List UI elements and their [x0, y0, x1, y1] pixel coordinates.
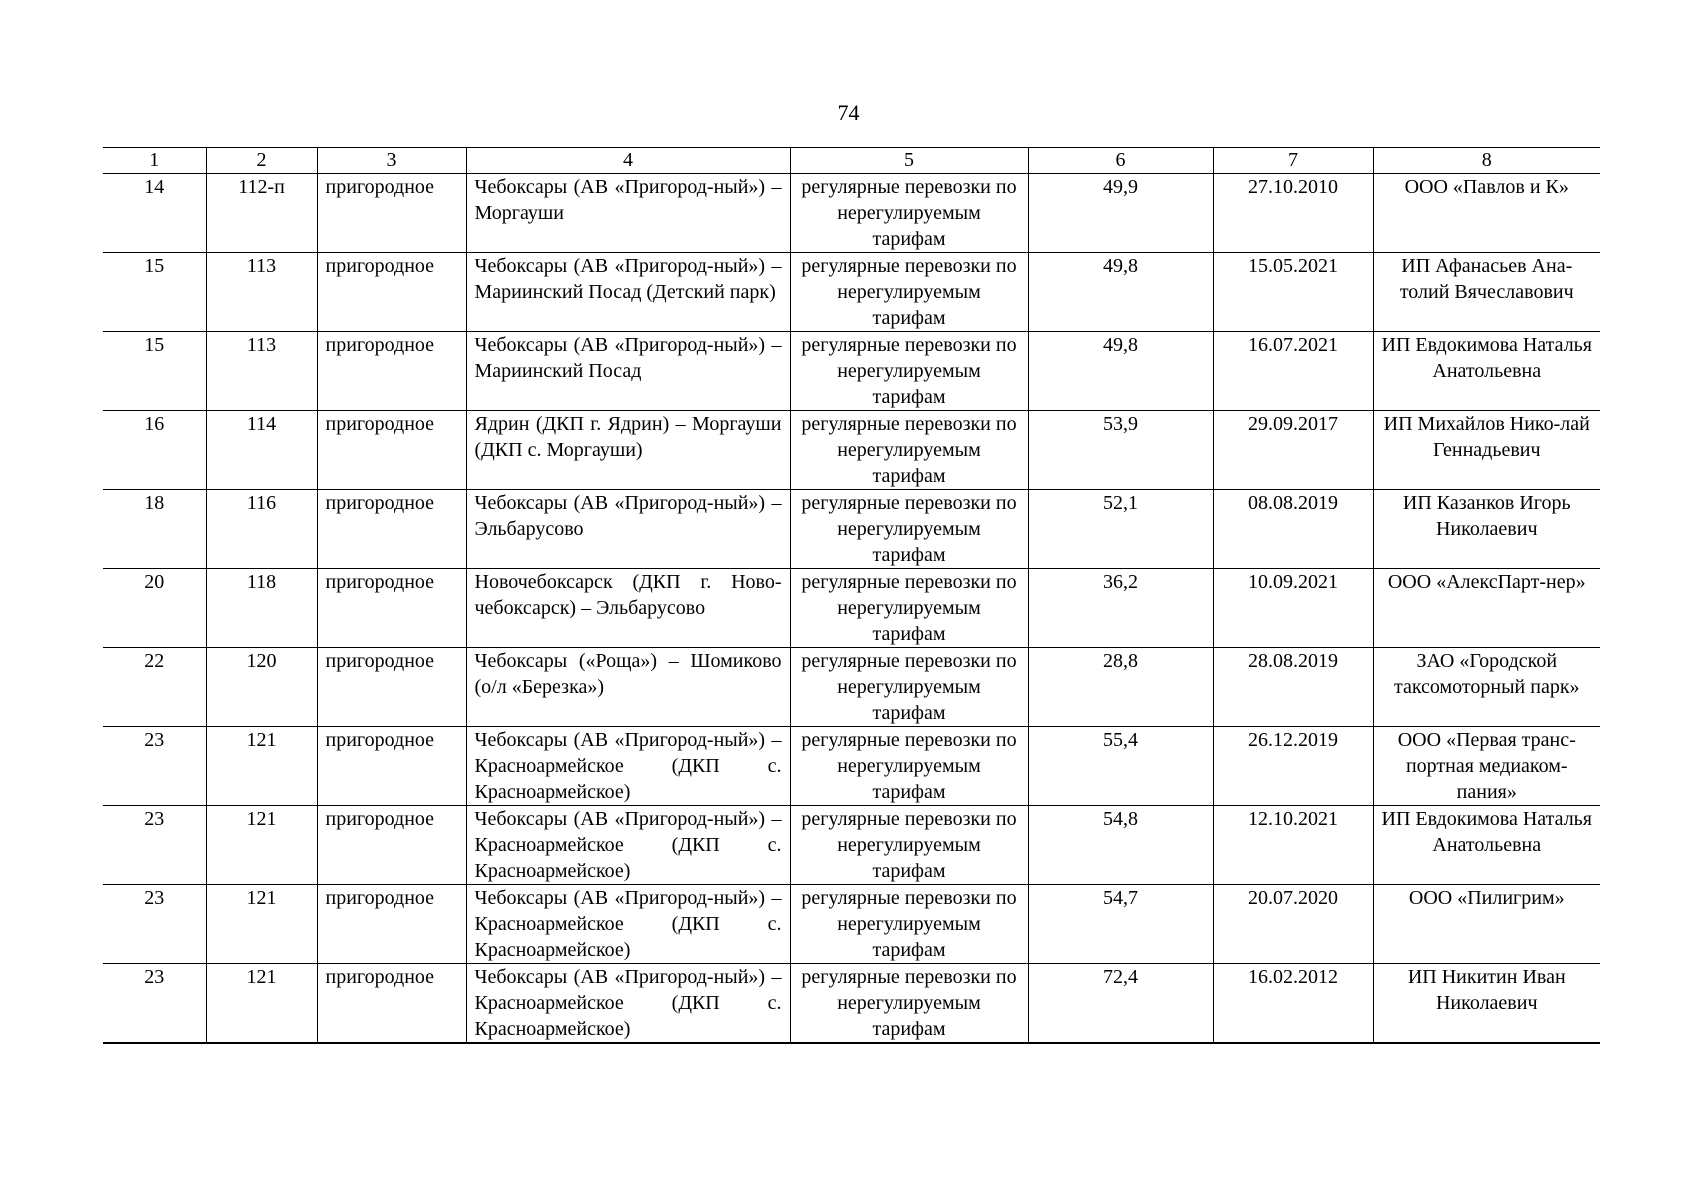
- cell-route-index: 14: [103, 174, 206, 253]
- cell-route-path: Чебоксары (АВ «Пригород-ный») – Красноармейское (ДКП с. Красноармейское): [466, 806, 790, 885]
- cell-carrier: ИП Казанков Игорь Николаевич: [1373, 490, 1600, 569]
- column-header: 3: [317, 148, 466, 174]
- column-header: 8: [1373, 148, 1600, 174]
- table-row: [103, 253, 1600, 332]
- page-number: 74: [837, 100, 860, 125]
- cell-route-index: 22: [103, 648, 206, 727]
- table-row: [103, 648, 1600, 727]
- cell-route-index: 23: [103, 964, 206, 1044]
- cell-transport-type: регулярные перевозки по нерегулируемым тарифам: [790, 964, 1028, 1044]
- cell-route-path: Чебоксары (АВ «Пригород-ный») – Мариинский Посад (Детский парк): [466, 253, 790, 332]
- cell-carrier: ООО «Пилигрим»: [1373, 885, 1600, 964]
- cell-transport-type: регулярные перевозки по нерегулируемым тарифам: [790, 411, 1028, 490]
- cell-route-path: Чебоксары (АВ «Пригород-ный») – Моргауши: [466, 174, 790, 253]
- cell-length: 36,2: [1028, 569, 1213, 648]
- cell-route-index: 15: [103, 253, 206, 332]
- cell-route-kind: пригородное: [317, 174, 466, 253]
- cell-route-kind: пригородное: [317, 253, 466, 332]
- cell-length: 53,9: [1028, 411, 1213, 490]
- cell-route-path: Чебоксары (АВ «Пригород-ный») – Эльбарусово: [466, 490, 790, 569]
- cell-carrier: ИП Михайлов Нико-лай Геннадьевич: [1373, 411, 1600, 490]
- cell-length: 55,4: [1028, 727, 1213, 806]
- cell-route-number: 121: [206, 964, 317, 1044]
- cell-route-number: 113: [206, 253, 317, 332]
- cell-date: 16.02.2012: [1213, 964, 1373, 1044]
- cell-carrier: ИП Афанасьев Ана-толий Вячеславович: [1373, 253, 1600, 332]
- cell-route-path: Чебоксары (АВ «Пригород-ный») – Красноармейское (ДКП с. Красноармейское): [466, 727, 790, 806]
- cell-carrier: ИП Евдокимова Наталья Анатольевна: [1373, 806, 1600, 885]
- column-header: 2: [206, 148, 317, 174]
- table-row: [103, 490, 1600, 569]
- cell-route-path: Чебоксары (АВ «Пригород-ный») – Красноармейское (ДКП с. Красноармейское): [466, 964, 790, 1044]
- cell-route-path: Чебоксары (АВ «Пригород-ный») – Красноармейское (ДКП с. Красноармейское): [466, 885, 790, 964]
- column-header: 1: [103, 148, 206, 174]
- cell-date: 15.05.2021: [1213, 253, 1373, 332]
- table-row: [103, 411, 1600, 490]
- header-row: [103, 148, 1600, 174]
- table-header: [103, 148, 1600, 174]
- cell-carrier: ООО «АлексПарт-нер»: [1373, 569, 1600, 648]
- cell-route-index: 23: [103, 806, 206, 885]
- cell-transport-type: регулярные перевозки по нерегулируемым тарифам: [790, 885, 1028, 964]
- cell-route-kind: пригородное: [317, 490, 466, 569]
- cell-route-kind: пригородное: [317, 727, 466, 806]
- cell-carrier: ЗАО «Городской таксомоторный парк»: [1373, 648, 1600, 727]
- cell-route-kind: пригородное: [317, 964, 466, 1044]
- cell-route-number: 120: [206, 648, 317, 727]
- cell-route-number: 121: [206, 727, 317, 806]
- cell-carrier: ООО «Первая транс-портная медиаком-пания»: [1373, 727, 1600, 806]
- column-header: 6: [1028, 148, 1213, 174]
- cell-date: 27.10.2010: [1213, 174, 1373, 253]
- column-header: 7: [1213, 148, 1373, 174]
- cell-transport-type: регулярные перевозки по нерегулируемым тарифам: [790, 253, 1028, 332]
- cell-carrier: ИП Евдокимова Наталья Анатольевна: [1373, 332, 1600, 411]
- cell-transport-type: регулярные перевозки по нерегулируемым тарифам: [790, 727, 1028, 806]
- routes-table: [103, 147, 1600, 1044]
- table-row: [103, 964, 1600, 1044]
- cell-date: 10.09.2021: [1213, 569, 1373, 648]
- cell-route-path: Чебоксары («Роща») – Шомиково (о/л «Березка»): [466, 648, 790, 727]
- table-row: [103, 885, 1600, 964]
- cell-transport-type: регулярные перевозки по нерегулируемым тарифам: [790, 806, 1028, 885]
- cell-date: 29.09.2017: [1213, 411, 1373, 490]
- cell-route-number: 114: [206, 411, 317, 490]
- table-row: [103, 806, 1600, 885]
- cell-route-path: Чебоксары (АВ «Пригород-ный») – Мариинский Посад: [466, 332, 790, 411]
- cell-route-number: 112-п: [206, 174, 317, 253]
- cell-route-path: Новочебоксарск (ДКП г. Ново-чебоксарск) – Эльбарусово: [466, 569, 790, 648]
- cell-length: 72,4: [1028, 964, 1213, 1044]
- cell-transport-type: регулярные перевозки по нерегулируемым тарифам: [790, 569, 1028, 648]
- cell-length: 54,8: [1028, 806, 1213, 885]
- cell-route-index: 20: [103, 569, 206, 648]
- cell-route-number: 121: [206, 885, 317, 964]
- cell-route-kind: пригородное: [317, 885, 466, 964]
- cell-transport-type: регулярные перевозки по нерегулируемым тарифам: [790, 332, 1028, 411]
- cell-length: 28,8: [1028, 648, 1213, 727]
- cell-route-kind: пригородное: [317, 806, 466, 885]
- cell-route-index: 15: [103, 332, 206, 411]
- cell-route-kind: пригородное: [317, 332, 466, 411]
- cell-route-index: 16: [103, 411, 206, 490]
- cell-date: 16.07.2021: [1213, 332, 1373, 411]
- cell-date: 26.12.2019: [1213, 727, 1373, 806]
- cell-route-kind: пригородное: [317, 569, 466, 648]
- cell-route-kind: пригородное: [317, 411, 466, 490]
- cell-route-index: 23: [103, 885, 206, 964]
- cell-route-index: 18: [103, 490, 206, 569]
- cell-length: 54,7: [1028, 885, 1213, 964]
- cell-length: 52,1: [1028, 490, 1213, 569]
- cell-route-number: 118: [206, 569, 317, 648]
- cell-date: 08.08.2019: [1213, 490, 1373, 569]
- cell-date: 28.08.2019: [1213, 648, 1373, 727]
- cell-length: 49,9: [1028, 174, 1213, 253]
- cell-carrier: ИП Никитин Иван Николаевич: [1373, 964, 1600, 1044]
- table-row: [103, 332, 1600, 411]
- column-header: 5: [790, 148, 1028, 174]
- table-body: [103, 174, 1600, 1044]
- cell-route-kind: пригородное: [317, 648, 466, 727]
- column-header: 4: [466, 148, 790, 174]
- cell-route-number: 116: [206, 490, 317, 569]
- table-row: [103, 569, 1600, 648]
- cell-transport-type: регулярные перевозки по нерегулируемым тарифам: [790, 490, 1028, 569]
- cell-route-index: 23: [103, 727, 206, 806]
- table-row: [103, 174, 1600, 253]
- cell-date: 20.07.2020: [1213, 885, 1373, 964]
- cell-date: 12.10.2021: [1213, 806, 1373, 885]
- table-row: [103, 727, 1600, 806]
- cell-length: 49,8: [1028, 253, 1213, 332]
- cell-carrier: ООО «Павлов и К»: [1373, 174, 1600, 253]
- cell-route-number: 113: [206, 332, 317, 411]
- cell-transport-type: регулярные перевозки по нерегулируемым тарифам: [790, 648, 1028, 727]
- cell-transport-type: регулярные перевозки по нерегулируемым тарифам: [790, 174, 1028, 253]
- cell-length: 49,8: [1028, 332, 1213, 411]
- cell-route-number: 121: [206, 806, 317, 885]
- cell-route-path: Ядрин (ДКП г. Ядрин) – Моргауши (ДКП с. Моргауши): [466, 411, 790, 490]
